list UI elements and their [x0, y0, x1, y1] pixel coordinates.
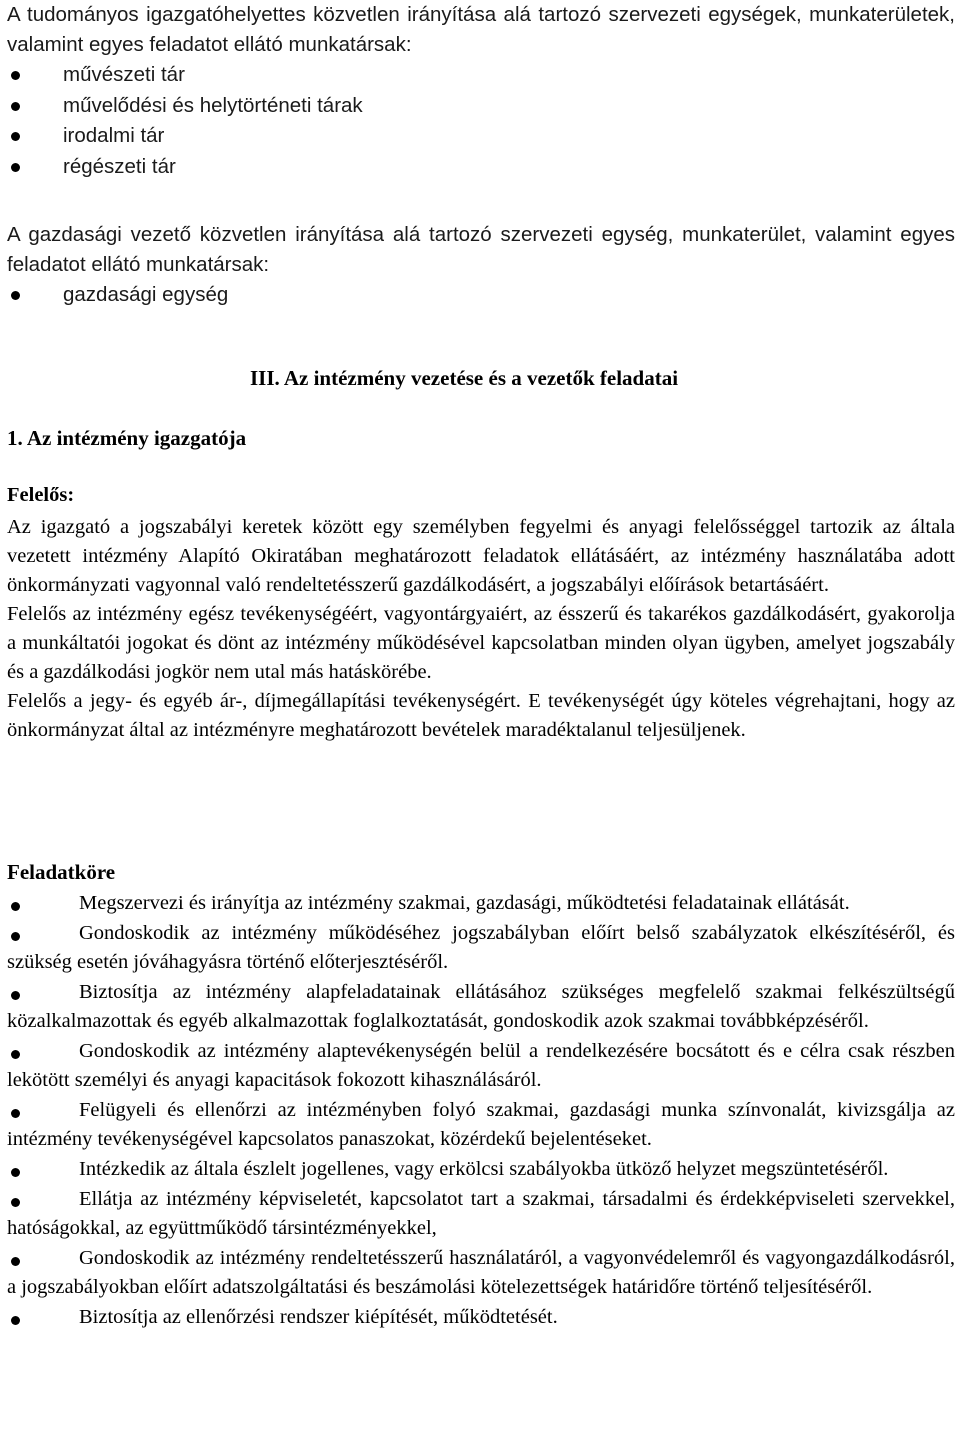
duty-item: Ellátja az intézmény képviseletét, kapcsolatot tart a szakmai, társadalmi és érdekképviseleti szervekkel, hatóságokkal, az együttműködő társintézményekkel,: [7, 1188, 955, 1239]
duty-item: Biztosítja az intézmény alapfeladatainak ellátásához szükséges megfelelő szakmai felkészültségű közalkalmazottak és egyéb alkalmazottak foglalkoztatását, gondoskodik azok szakmai továbbképzéséről.: [7, 981, 955, 1032]
duty-item: Gondoskodik az intézmény alaptevékenységén belül a rendelkezésére bocsátott és e célra csak részben lekötött személyi és anyagi kapacitások fokozott kihasználásáról.: [7, 1040, 955, 1091]
duty-item: Felügyeli és ellenőrzi az intézményben folyó szakmai, gazdasági munka színvonalát, kivizsgálja az intézmény tevékenységével kapcsolatos panaszokat, közérdekű bejelentéseket.: [7, 1099, 955, 1150]
bullet-icon: [11, 991, 20, 1000]
list-item: művelődési és helytörténeti tárak: [7, 91, 955, 122]
responsibility-paragraph: Felelős az intézmény egész tevékenységéért, vagyontárgyaiért, az ésszerű és takarékos gazdálkodásért, gyakorolja a munkáltatói jogokat és dönt az intézmény működésével kapcsolatban minden olyan ügyben, amelyet jogszabály és a gazdálkodási jogkör nem utal más hatáskörébe.: [7, 603, 955, 683]
duties-label: Feladatköre: [7, 860, 116, 884]
section-title: III. Az intézmény vezetése és a vezetők feladatai: [250, 366, 679, 390]
bullet-icon: [11, 1316, 20, 1325]
bullet-icon: [11, 902, 20, 911]
intro-section-deputy: [7, 0, 955, 182]
bullet-icon: [11, 1198, 20, 1207]
duty-item: Gondoskodik az intézmény működéséhez jogszabályban előírt belső szabályzatok elkészítéséről, és szükség esetén jóváhagyásra történő előterjesztéséről.: [7, 922, 955, 973]
duty-item: Biztosítja az ellenőrzési rendszer kiépítését, működtetését.: [7, 1303, 955, 1332]
bullet-icon: [11, 1257, 20, 1266]
bullet-icon: [11, 1109, 20, 1118]
responsibility-paragraph: Felelős a jegy- és egyéb ár-, díjmegállapítási tevékenységért. E tevékenységét úgy köteles végrehajtani, hogy az önkormányzat által az intézményre meghatározott bevételek maradéktalanul teljesüljenek.: [7, 690, 955, 741]
bullet-icon: [11, 132, 20, 141]
list-item: művészeti tár: [7, 60, 955, 91]
duty-item: Intézkedik az általa észlelt jogellenes, vagy erkölcsi szabályokba ütköző helyzet megszüntetéséről.: [7, 1155, 955, 1184]
bullet-icon: [11, 71, 20, 80]
intro-deputy-text: A tudományos igazgatóhelyettes közvetlen irányítása alá tartozó szervezeti egységek, munkaterületek, valamint egyes feladatot ellátó munkatársak:: [7, 3, 955, 56]
duties-list: [7, 889, 955, 1332]
responsibility-paragraph: Az igazgató a jogszabályi keretek között egy személyben fegyelmi és anyagi felelősséggel tartozik az általa vezetett intézmény Alapító Okiratában meghatározott feladatok ellátásáért, az intézmény használatába adott önkormányzati vagyonnal való rendeltetésszerű gazdálkodásért, a jogszabályi előírások betartásáért.: [7, 516, 955, 596]
responsibility-label: Felelős:: [7, 484, 75, 506]
bullet-icon: [11, 102, 20, 111]
intro-economic-text: A gazdasági vezető közvetlen irányítása alá tartozó szervezeti egység, munkaterület, valamint egyes feladatot ellátó munkatársak:: [7, 223, 955, 276]
list-item: gazdasági egység: [7, 280, 955, 311]
bullet-icon: [11, 291, 20, 300]
bullet-icon: [11, 932, 20, 941]
list-item: régészeti tár: [7, 152, 955, 183]
bullet-icon: [11, 163, 20, 172]
economic-units-list: [7, 280, 955, 311]
intro-section-economic: [7, 220, 955, 311]
deputy-units-list: [7, 60, 955, 182]
subsection-title: 1. Az intézmény igazgatója: [7, 426, 247, 450]
duty-item: Megszervezi és irányítja az intézmény szakmai, gazdasági, működtetési feladatainak ellátását.: [7, 889, 955, 918]
list-item: irodalmi tár: [7, 121, 955, 152]
responsibility-body: [7, 513, 955, 745]
duty-item: Gondoskodik az intézmény rendeltetésszerű használatáról, a vagyonvédelemről és vagyongazdálkodásról, a jogszabályokban előírt adatszolgáltatási és beszámolási kötelezettségek határidőre történő teljesítéséről.: [7, 1247, 955, 1298]
bullet-icon: [11, 1050, 20, 1059]
bullet-icon: [11, 1168, 20, 1177]
